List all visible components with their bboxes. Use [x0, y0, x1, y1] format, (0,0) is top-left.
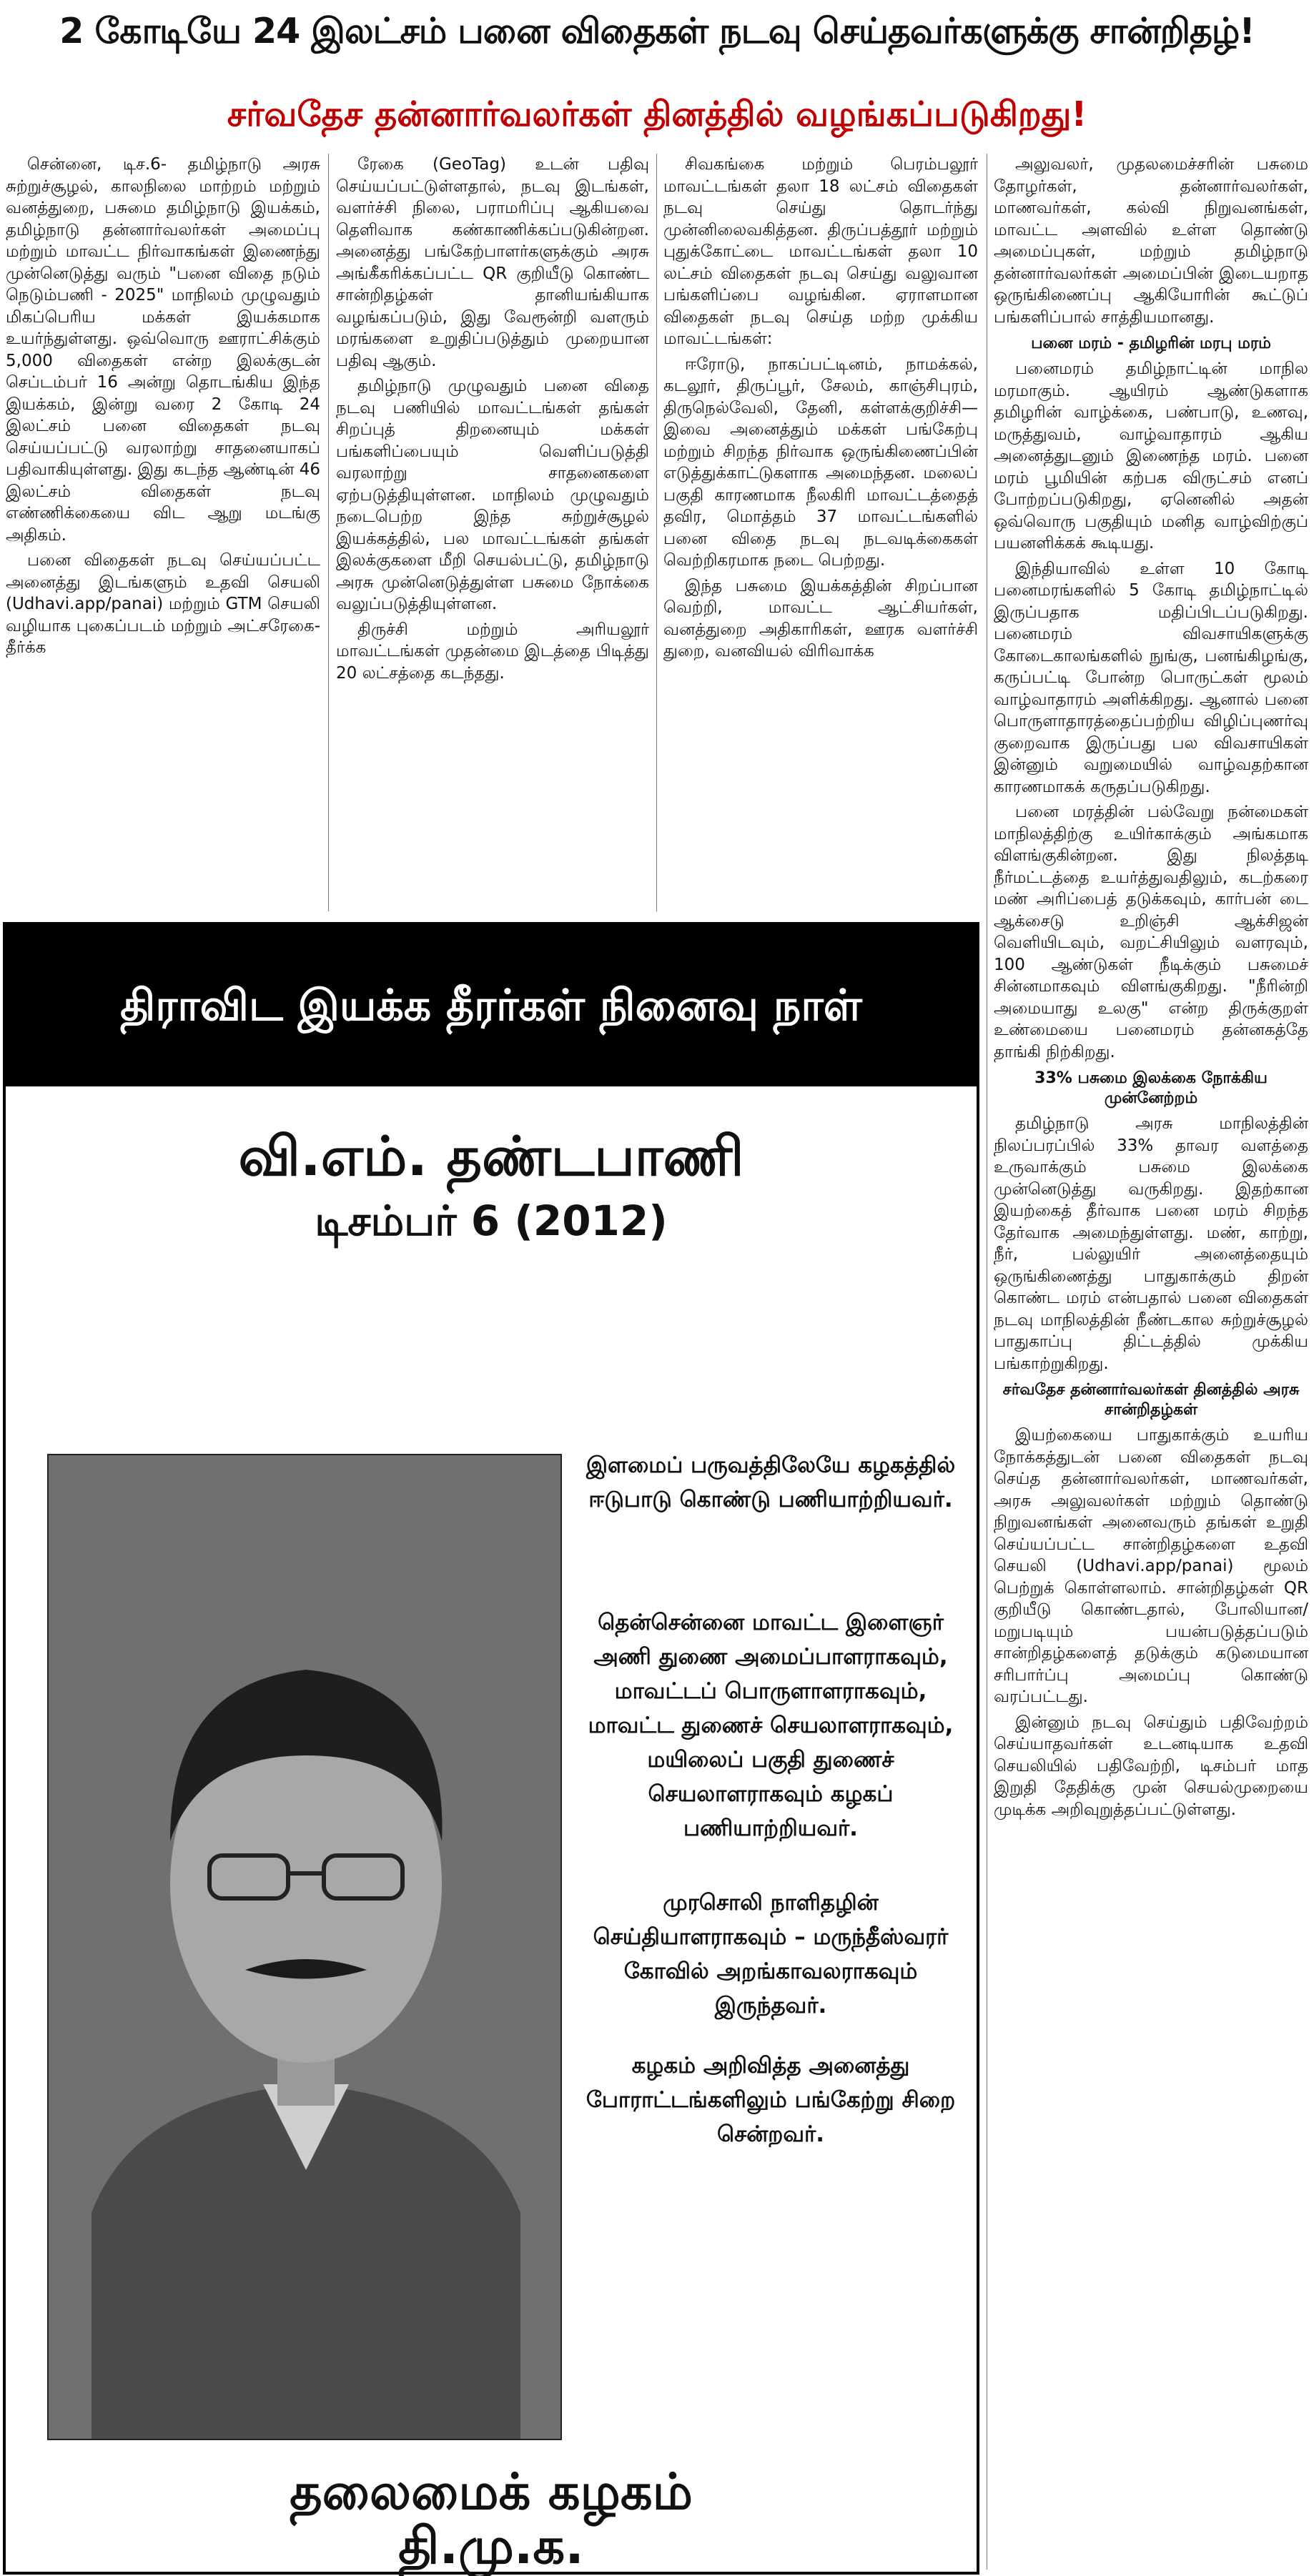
article-column-1: [6, 154, 320, 911]
article-paragraph: பனை விதைகள் நடவு செய்யப்பட்ட அனைத்து இடங்களும் உதவி செயலி (Udhavi.app/panai) மற்றும் GTM செயலி வழியாக புகைப்படம் மற்றும் அட்சரேகை-தீர்க்க: [6, 551, 320, 657]
memorial-banner-title: திராவிட இயக்க தீரர்கள் நினைவு நாள்: [120, 981, 862, 1031]
article-paragraph: இந்த பசுமை இயக்கத்தின் சிறப்பான வெற்றி, மாவட்ட ஆட்சியர்கள், வனத்துறை அதிகாரிகள், ஊரக வளர்ச்சி துறை, வனவியல் விரிவாக்க: [663, 576, 978, 660]
memorial-date: டிசம்பர் 6 (2012): [315, 1197, 668, 1245]
column-divider: [328, 154, 329, 911]
memorial-bio-4: கழகம் அறிவித்த அனைத்து போராட்டங்களிலும் பங்கேற்று சிறை சென்றவர்.: [586, 2053, 956, 2147]
article-paragraph: ஈரோடு, நாகப்பட்டினம், நாமக்கல், கடலூர், திருப்பூர், சேலம், காஞ்சிபுரம், திருநெல்வேலி, தேனி, கள்ளக்குறிச்சி—இவை அனைத்தும் மக்கள் பங்கேற்பு மற்றும் சிறந்த நிர்வாக ஒருங்கிணைப்பின் எடுத்துக்காட்டுகளாக அமைந்தன. மலைப் பகுதி காரணமாக நீலகிரி மாவட்டத்தைத் தவிர, மொத்தம் 37 மாவட்டங்களில் பனை விதை நடவு நடவடிக்கைகள் வெற்றிகரமாக நடை பெற்றது.: [663, 355, 978, 570]
memorial-banner: [6, 925, 977, 1086]
article-column-3: [663, 154, 978, 911]
article-paragraph: திருச்சி மற்றும் அரியலூர் மாவட்டங்கள் முதன்மை இடத்தை பிடித்து 20 லட்சத்தை கடந்தது.: [336, 620, 649, 683]
headline-bar: [0, 0, 1314, 63]
section-heading: சர்வதேச தன்னார்வலர்கள் தினத்தில் அரசு சான்றிதழ்கள்: [1002, 1381, 1300, 1419]
article-paragraph: பனைமரம் தமிழ்நாட்டின் மாநில மரமாகும். ஆயிரம் ஆண்டுகளாக தமிழரின் வாழ்க்கை, பண்பாடு, உணவு, மருத்துவம், வாழ்வாதாரம் ஆகிய அனைத்துடனும் இணைந்த மரம். பனை மரம் பூமியின் கற்பக விருட்சம் எனப் போற்றப்படுகிறது, ஏனெனில் அதன் ஒவ்வொரு பகுதியும் மனித வாழ்விற்குப் பயனளிக்கக் கூடியது.: [994, 360, 1308, 553]
article-paragraph: சிவகங்கை மற்றும் பெரம்பலூர் மாவட்டங்கள் தலா 18 லட்சம் விதைகள் நடவு செய்து தொடர்ந்து முன்னிலைவகித்தன. திருப்பத்தூர் மற்றும் புதுக்கோட்டை மாவட்டங்கள் தலா 10 லட்சம் விதைகள் நடவு செய்து வலுவான பங்களிப்பை வழங்கின. ஏராளமான விதைகள் நடவு செய்த மற்ற முக்கிய மாவட்டங்கள்:: [663, 155, 978, 348]
article-column-2: [336, 154, 649, 911]
article-paragraph: சென்னை, டிச.6- தமிழ்நாடு அரசு சுற்றுச்சூழல், காலநிலை மாற்றம் மற்றும் வனத்துறை, பசுமை தமிழ்நாடு இயக்கம், தமிழ்நாடு தன்னார்வலர்கள் அமைப்பு மற்றும் மாவட்ட நிர்வாகங்கள் இணைந்து முன்னெடுத்து வரும் "பனை விதை நடும் நெடும்பணி - 2025" மாநிலம் முழுவதும் மிகப்பெரிய மக்கள் இயக்கமாக உயர்ந்துள்ளது. ஒவ்வொரு ஊராட்சிக்கும் 5,000 விதைகள் என்ற இலக்குடன் செப்டம்பர் 16 அன்று தொடங்கிய இந்த இயக்கம், இன்று வரை 2 கோடி 24 இலட்சம் பனை விதைகள் நடவு செய்யப்பட்டு வரலாற்று சாதனையாகப் பதிவாகியுள்ளது. இது கடந்த ஆண்டின் 46 இலட்சம் விதைகள் நடவு எண்ணிக்கையை விட ஆறு மடங்கு அதிகம்.: [6, 155, 320, 545]
memorial-bio-3: முரசொலி நாளிதழின் செய்தியாளராகவும் – மருந்தீஸ்வரர் கோவில் அறங்காவலராகவும் இருந்தவர்.: [593, 1890, 949, 2018]
article-paragraph: தமிழ்நாடு முழுவதும் பனை விதை நடவு பணியில் மாவட்டங்கள் தங்கள் சிறப்புத் திறனையும் மக்கள் பங்களிப்பையும் வெளிப்படுத்தி வரலாற்று சாதனைகளை ஏற்படுத்தியுள்ளன. மாநிலம் முழுவதும் நடைபெற்ற இந்த சுற்றுச்சூழல் இயக்கத்தில், பல மாவட்டங்கள் தங்கள் இலக்குகளை மீறி செயல்பட்டு, தமிழ்நாடு அரசு முன்னெடுத்துள்ள பசுமை நோக்கை வலுப்படுத்தியுள்ளன.: [336, 377, 649, 613]
column-divider: [656, 154, 657, 911]
portrait-figure: [49, 1455, 562, 2440]
memorial-advertisement: [3, 922, 979, 2575]
memorial-bio-1: இளமைப் பருவத்திலேயே கழகத்தில் ஈடுபாடு கொண்டு பணியாற்றியவர்.: [586, 1452, 956, 1512]
article-paragraph: அலுவலர், முதலமைச்சரின் பசுமை தோழர்கள், தன்னார்வலர்கள், மாணவர்கள், கல்வி நிறுவனங்கள், மாவட்ட அளவில் உள்ள தொண்டு அமைப்புகள், மற்றும் தமிழ்நாடு தன்னார்வலர்கள் அமைப்பின் இடையறாத ஒருங்கிணைப்பு ஆகியோரின் கூட்டுப் பங்களிப்பால் சாத்தியமானது.: [994, 155, 1308, 327]
article-paragraph: இயற்கையை பாதுகாக்கும் உயரிய நோக்கத்துடன் பனை விதைகள் நடவு செய்த தன்னார்வலர்கள், மாணவர்கள், அரசு அலுவலர்கள் மற்றும் தொண்டு நிறுவனங்கள் அனைவரும் தங்கள் உறுதி செய்யப்பட்ட சான்றிதழ்களை உதவி செயலி (Udhavi.app/panai) மூலம் பெற்றுக் கொள்ளலாம். சான்றிதழ்கள் QR குறியீடு கொண்டதால், போலியான/மறுபடியும் பயன்படுத்தப்படும் சான்றிதழ்களைத் தடுக்கும் கடுமையான சரிபார்ப்பு அமைப்பு கொண்டு வரப்பட்டது.: [994, 1426, 1308, 1706]
article-paragraph: இந்தியாவில் உள்ள 10 கோடி பனைமரங்களில் 5 கோடி தமிழ்நாட்டில் இருப்பதாக மதிப்பிடப்படுகிறது. பனைமரம் விவசாயிகளுக்கு கோடைகாலங்களில் நுங்கு, பனங்கிழங்கு, கருப்பட்டி போன்ற பொருட்கள் மூலம் வாழ்வாதாரம் அளிக்கிறது. ஆனால் பனை பொருளாதாரத்தைப்பற்றிய விழிப்புணர்வு குறைவாக இருப்பது பல விவசாயிகள் இன்னும் வறுமையில் வாழ்வதற்கான காரணமாகக் கருதப்படுகிறது.: [994, 559, 1308, 796]
article-paragraph: ரேகை (GeoTag) உடன் பதிவு செய்யப்பட்டுள்ளதால், நடவு இடங்கள், வளர்ச்சி நிலை, பராமரிப்பு ஆகியவை தெளிவாக கண்காணிக்கப்படுகின்றன. அனைத்து பங்கேற்பாளர்களுக்கும் அரசு அங்கீகரிக்கப்பட்ட QR குறியீடு கொண்ட சான்றிதழ்கள் தானியங்கியாக வழங்கப்படும், இது வேரூன்றி வளரும் மரங்களை உறுதிப்படுத்தும் முறையான பதிவு ஆகும்.: [336, 155, 649, 370]
article-paragraph: தமிழ்நாடு அரசு மாநிலத்தின் நிலப்பரப்பில் 33% தாவர வளத்தை உருவாக்கும் பசுமை இலக்கை முன்னெடுத்து வருகிறது. இதற்கான இயற்கைத் தீர்வாக பனை மரம் சிறந்த தேர்வாக அமைந்துள்ளது. மண், காற்று, நீர், பல்லுயிர் அனைத்தையும் ஒருங்கிணைத்து பாதுகாக்கும் திறன் கொண்ட மரம் என்பதால் பனை விதைகள் நடவு மாநிலத்தின் நீண்டகால சுற்றுச்சூழல் பாதுகாப்பு திட்டத்தில் முக்கிய பங்காற்றுகிறது.: [994, 1114, 1308, 1373]
subheadline: சர்வதேச தன்னார்வலர்கள் தினத்தில் வழங்கப்படுகிறது!: [227, 94, 1087, 134]
subheadline-bar: [0, 86, 1314, 143]
memorial-bio-2: தென்சென்னை மாவட்ட இளைஞர் அணி துணை அமைப்பாளராகவும், மாவட்டப் பொருளாளராகவும், மாவட்ட துணைச் செயலாளராகவும், மயிலைப் பகுதி துணைச் செயலாளராகவும் கழகப் பணியாற்றியவர்.: [588, 1610, 954, 1841]
article-paragraph: பனை மரத்தின் பல்வேறு நன்மைகள் மாநிலத்திற்கு உயிர்காக்கும் அங்கமாக விளங்குகின்றன. இது நிலத்தடி நீர்மட்டத்தை உயர்த்துவதிலும், கடற்கரை மண் அரிப்பைத் தடுக்கவும், கார்பன் டை ஆக்சைடு உறிஞ்சி ஆக்சிஜன் வெளியிடவும், வறட்சியிலும் வளரவும், 100 ஆண்டுகள் நீடிக்கும் பசுமைச் சின்னமாகவும் விளங்குகிறது. "நீரின்றி அமையாது உலகு" என்ற திருக்குறள் உண்மையை பனைமரம் தன்னகத்தே தாங்கி நிற்கிறது.: [994, 803, 1308, 1061]
section-heading: 33% பசுமை இலக்கை நோக்கிய முன்னேற்றம்: [1034, 1069, 1268, 1107]
headline: 2 கோடியே 24 இலட்சம் பனை விதைகள் நடவு செய்தவர்களுக்கு சான்றிதழ்!: [59, 11, 1255, 51]
article-paragraph: இன்னும் நடவு செய்தும் பதிவேற்றம் செய்யாதவர்கள் உடனடியாக உதவி செயலியில் பதிவேற்றி, டிசம்பர் மாத இறுதி தேதிக்கு முன் செயல்முறையை முடிக்க அறிவுறுத்தப்பட்டுள்ளது.: [994, 1713, 1308, 1819]
article-column-4: [994, 154, 1308, 2570]
memorial-name: வி.எம். தண்டபாணி: [238, 1124, 744, 1188]
section-heading: பனை மரம் - தமிழரின் மரபு மரம்: [1031, 335, 1271, 352]
portrait-photo: [47, 1454, 562, 2440]
memorial-footer-headquarters: தலைமைக் கழகம்: [290, 2462, 693, 2521]
memorial-footer-party: தி.மு.க.: [398, 2517, 584, 2575]
